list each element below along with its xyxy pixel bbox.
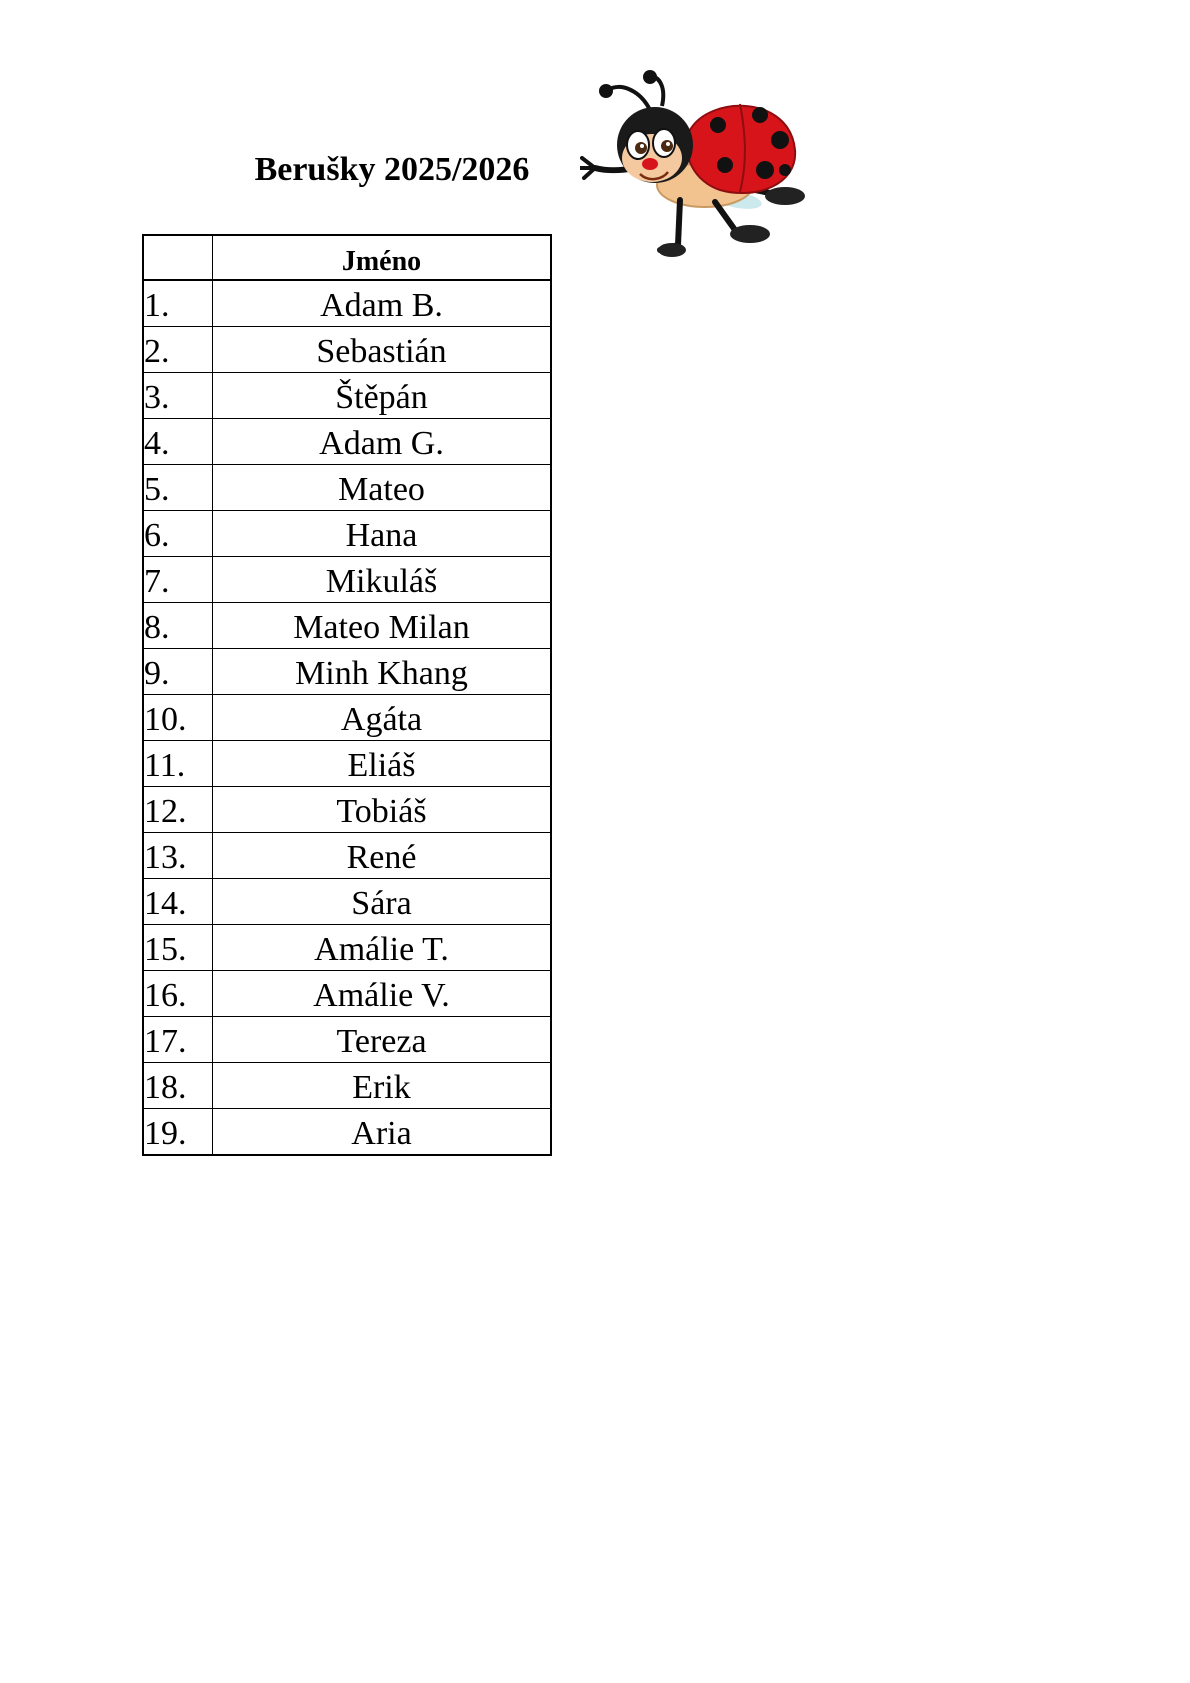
row-number: 10.	[143, 695, 213, 741]
ladybug-icon	[580, 70, 820, 260]
child-name: Eliáš	[213, 741, 552, 787]
table-row	[143, 695, 551, 741]
table-row	[143, 1063, 551, 1109]
child-name: Amálie V.	[213, 971, 552, 1017]
table-row	[143, 649, 551, 695]
child-name: Sára	[213, 879, 552, 925]
row-number: 6.	[143, 511, 213, 557]
table-row	[143, 833, 551, 879]
child-name: Sebastián	[213, 327, 552, 373]
row-number: 2.	[143, 327, 213, 373]
table-row	[143, 373, 551, 419]
row-number: 1.	[143, 280, 213, 327]
row-number: 19.	[143, 1109, 213, 1156]
row-number: 16.	[143, 971, 213, 1017]
row-number: 15.	[143, 925, 213, 971]
row-number: 9.	[143, 649, 213, 695]
child-name: Amálie T.	[213, 925, 552, 971]
row-number: 17.	[143, 1017, 213, 1063]
child-name: Aria	[213, 1109, 552, 1156]
row-number: 7.	[143, 557, 213, 603]
child-name: Adam G.	[213, 419, 552, 465]
row-number: 3.	[143, 373, 213, 419]
row-number: 18.	[143, 1063, 213, 1109]
row-number: 8.	[143, 603, 213, 649]
row-number: 12.	[143, 787, 213, 833]
table-row	[143, 419, 551, 465]
table-row	[143, 787, 551, 833]
child-name: Mikuláš	[213, 557, 552, 603]
table-row	[143, 557, 551, 603]
child-name: Adam B.	[213, 280, 552, 327]
table-row	[143, 465, 551, 511]
row-number: 13.	[143, 833, 213, 879]
row-number: 4.	[143, 419, 213, 465]
table-row	[143, 741, 551, 787]
table-row	[143, 1109, 551, 1156]
table-row	[143, 879, 551, 925]
table-row	[143, 511, 551, 557]
number-column-header	[143, 235, 213, 280]
child-name: Minh Khang	[213, 649, 552, 695]
child-name: René	[213, 833, 552, 879]
child-name: Mateo Milan	[213, 603, 552, 649]
table-row	[143, 280, 551, 327]
names-table	[142, 234, 552, 1156]
child-name: Mateo	[213, 465, 552, 511]
table-row	[143, 1017, 551, 1063]
name-column-header: Jméno	[213, 235, 552, 280]
row-number: 14.	[143, 879, 213, 925]
child-name: Erik	[213, 1063, 552, 1109]
child-name: Tobiáš	[213, 787, 552, 833]
row-number: 5.	[143, 465, 213, 511]
table-header-row	[143, 235, 551, 280]
child-name: Hana	[213, 511, 552, 557]
child-name: Tereza	[213, 1017, 552, 1063]
table-row	[143, 327, 551, 373]
table-row	[143, 971, 551, 1017]
child-name: Agáta	[213, 695, 552, 741]
child-name: Štěpán	[213, 373, 552, 419]
page-title: Berušky 2025/2026	[254, 151, 530, 188]
row-number: 11.	[143, 741, 213, 787]
table-row	[143, 603, 551, 649]
table-row	[143, 925, 551, 971]
